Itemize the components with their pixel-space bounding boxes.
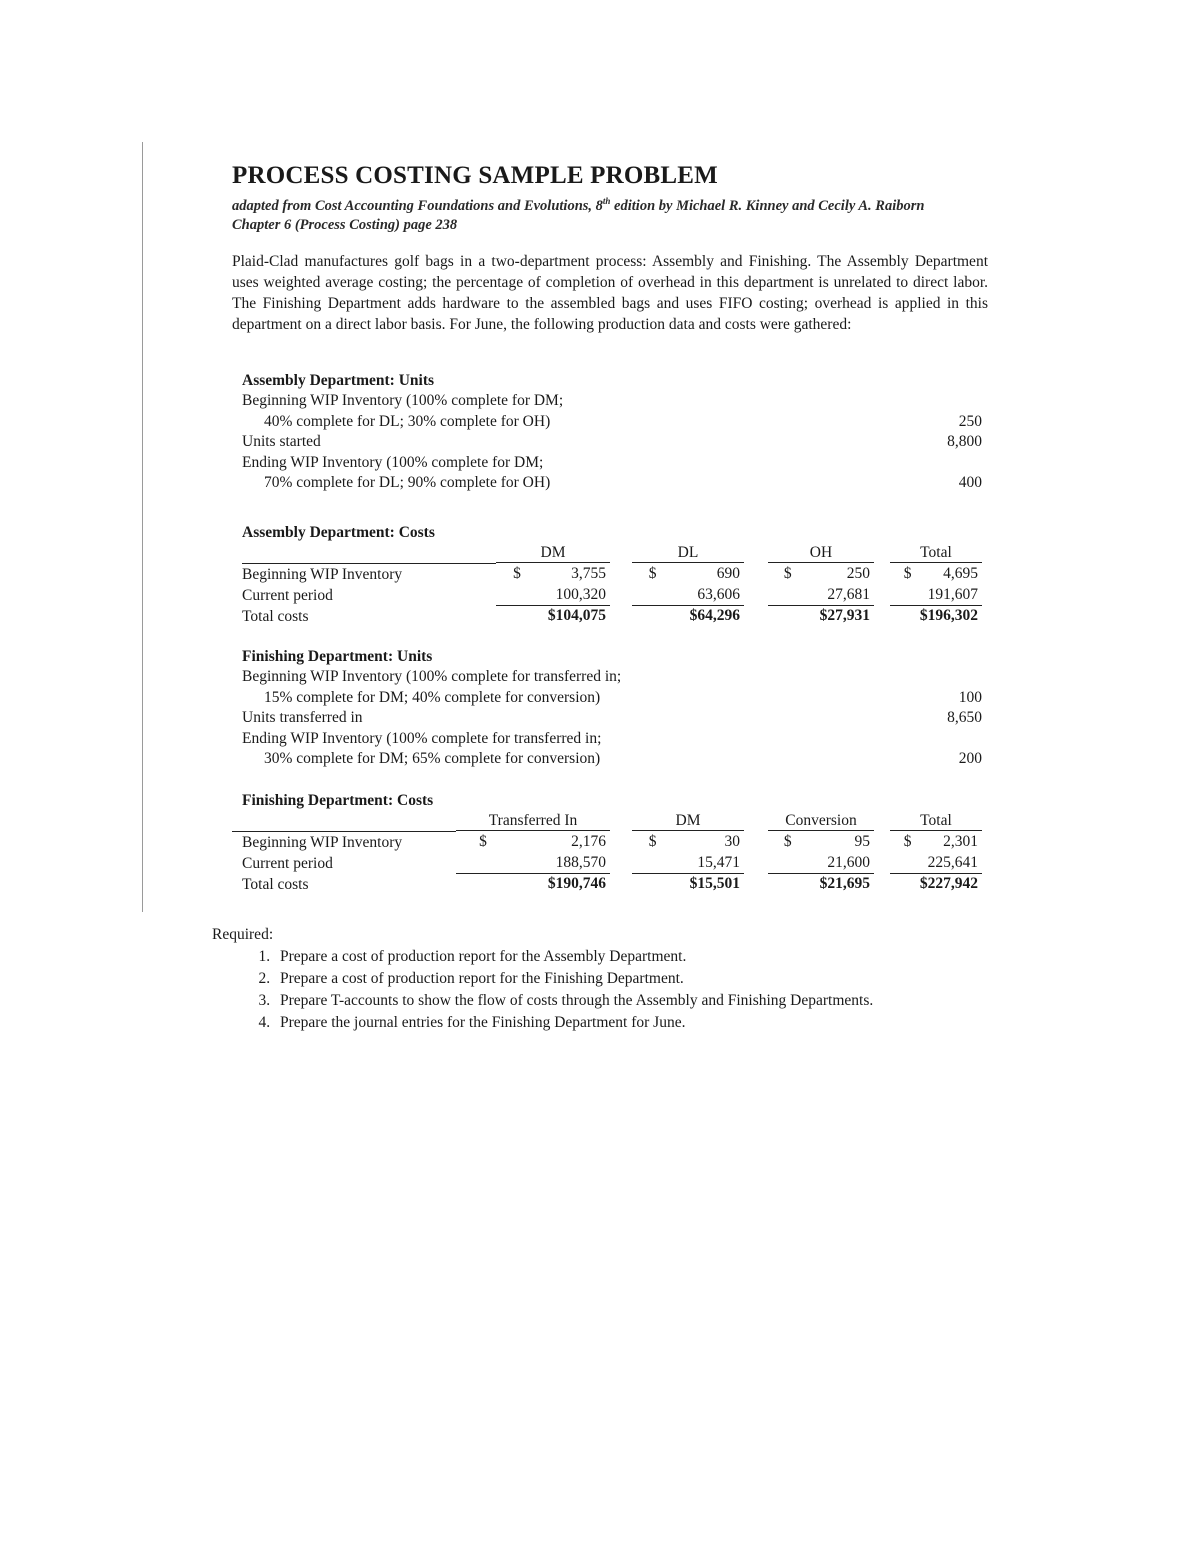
column-header: DM <box>632 811 744 831</box>
cost-value: 225,641 <box>927 854 978 871</box>
finishing-units-heading: Finishing Department: Units <box>242 648 433 665</box>
cost-value: 690 <box>716 565 740 582</box>
column-header: Conversion <box>768 811 874 831</box>
cost-value: $190,746 <box>547 875 606 892</box>
units-row: Units transferred in 8,650 <box>242 709 982 726</box>
cost-value: $104,075 <box>547 607 606 624</box>
cost-value: $227,942 <box>919 875 978 892</box>
required-item: 4. Prepare the journal entries for the Finishing Department for June. <box>274 1012 1002 1034</box>
dollar-sign: $ <box>648 565 657 582</box>
cost-cell <box>768 853 874 874</box>
dollar-sign: $ <box>648 833 657 850</box>
column-header: DM <box>496 543 610 563</box>
dollar-sign: $ <box>513 565 521 582</box>
cost-value: 95 <box>854 833 870 850</box>
cost-cell <box>456 874 610 894</box>
cost-cell <box>890 585 982 606</box>
cost-value: $21,695 <box>819 875 870 892</box>
cost-value: 191,607 <box>927 586 978 603</box>
assembly-units-section <box>242 370 982 494</box>
column-header: DL <box>632 543 744 563</box>
cost-value: $27,931 <box>819 607 870 624</box>
cost-value: 63,606 <box>697 586 740 603</box>
units-row: Beginning WIP Inventory (100% complete for DM; <box>242 392 564 409</box>
required-item: 2. Prepare a cost of production report for the Finishing Department. <box>274 968 1002 990</box>
cost-cell <box>768 874 874 894</box>
row-label: Beginning WIP Inventory <box>242 834 403 851</box>
required-heading: Required: <box>212 926 274 943</box>
column-header: OH <box>768 543 874 563</box>
assembly-costs-table <box>242 543 982 627</box>
dollar-sign: $ <box>783 833 792 850</box>
assembly-costs-heading: Assembly Department: Costs <box>242 524 435 541</box>
cost-cell <box>768 832 874 852</box>
cost-cell <box>890 564 982 584</box>
table-row <box>242 853 982 874</box>
cost-value: 3,755 <box>571 565 606 582</box>
cost-cell <box>632 874 744 894</box>
row-label: Current period <box>242 587 333 604</box>
column-header: Transferred In <box>456 811 610 831</box>
margin-bar <box>142 142 143 912</box>
finishing-costs-table <box>242 811 982 895</box>
column-header: Total <box>890 543 982 563</box>
cost-value: 21,600 <box>827 854 870 871</box>
source-citation: adapted from Cost Accounting Foundations and Evolutions, 8th edition by Michael R. Kinney and Cecily A. Raiborn Chapter 6 (Process Costing) page 238 <box>232 196 925 233</box>
cost-cell <box>632 585 744 606</box>
dollar-sign: $ <box>903 833 912 850</box>
table-row <box>242 606 982 627</box>
required-item: 1. Prepare a cost of production report for the Assembly Department. <box>274 946 1002 968</box>
cost-value: 15,471 <box>697 854 740 871</box>
cost-cell <box>890 832 982 852</box>
units-row: Ending WIP Inventory (100% complete for transferred in; <box>242 729 602 747</box>
finishing-costs-section <box>242 790 982 893</box>
cost-value: 30 <box>724 833 740 850</box>
cost-value: $15,501 <box>689 875 740 892</box>
cost-cell <box>456 832 610 852</box>
assembly-units-heading: Assembly Department: Units <box>242 372 435 389</box>
dollar-sign: $ <box>479 833 487 850</box>
cost-value: 188,570 <box>555 854 606 871</box>
required-item: 3. Prepare T-accounts to show the flow of costs through the Assembly and Finishing Departments. <box>274 990 1002 1012</box>
table-row <box>242 564 982 585</box>
cost-cell <box>496 564 610 584</box>
page-title: PROCESS COSTING SAMPLE PROBLEM <box>232 162 718 189</box>
units-row: Beginning WIP Inventory (100% complete for transferred in; <box>242 668 622 685</box>
cost-cell <box>632 832 744 852</box>
cost-cell <box>768 585 874 606</box>
units-row: 70% complete for DL; 90% complete for OH) 400 <box>264 474 982 491</box>
cost-cell <box>632 606 744 626</box>
units-row: Units started 8,800 <box>242 433 982 450</box>
table-header-row <box>242 811 982 832</box>
row-label: Beginning WIP Inventory <box>242 566 403 583</box>
finishing-costs-heading: Finishing Department: Costs <box>242 792 434 809</box>
row-label: Total costs <box>242 876 309 893</box>
cost-value: 2,176 <box>571 833 606 850</box>
cost-value: $196,302 <box>919 607 978 624</box>
units-row: 30% complete for DM; 65% complete for conversion) 200 <box>264 750 982 767</box>
cost-cell <box>456 853 610 874</box>
cost-cell <box>632 564 744 584</box>
cost-value: 27,681 <box>827 586 870 603</box>
table-row <box>242 832 982 853</box>
dollar-sign: $ <box>903 565 912 582</box>
cost-cell <box>632 853 744 874</box>
dollar-sign: $ <box>783 565 792 582</box>
cost-cell <box>496 585 610 606</box>
table-row <box>242 585 982 606</box>
units-row: 15% complete for DM; 40% complete for conversion) 100 <box>264 688 982 706</box>
cost-value: $64,296 <box>689 607 740 624</box>
cost-cell <box>768 564 874 584</box>
row-label: Current period <box>242 855 333 872</box>
cost-cell <box>890 874 982 894</box>
row-label: Total costs <box>242 608 309 625</box>
cost-value: 250 <box>846 565 870 582</box>
cost-cell <box>890 853 982 874</box>
cost-cell <box>496 606 610 626</box>
required-section <box>212 924 1002 1034</box>
intro-paragraph: Plaid-Clad manufactures golf bags in a two-department process: Assembly and Finishing. The Assembly Department uses weighted average costing; the percentage of completion of overhead in this department is unrelated to direct labor. The Finishing Department adds hardware to the assembled bags and uses FIFO costing; overhead is applied in this department on a direct labor basis. For June, the following production data and costs were gathered: <box>232 252 988 333</box>
assembly-costs-section <box>242 522 982 625</box>
units-row: Ending WIP Inventory (100% complete for DM; <box>242 453 544 471</box>
finishing-units-section <box>242 646 982 770</box>
cost-cell <box>768 606 874 626</box>
cost-cell <box>890 606 982 626</box>
document-header <box>232 160 992 335</box>
cost-value: 4,695 <box>943 565 978 582</box>
required-list <box>212 946 1002 1034</box>
cost-value: 100,320 <box>555 586 606 603</box>
table-row <box>242 874 982 895</box>
table-header-row <box>242 543 982 564</box>
units-row: 40% complete for DL; 30% complete for OH) 250 <box>264 412 982 430</box>
column-header: Total <box>890 811 982 831</box>
cost-value: 2,301 <box>943 833 978 850</box>
